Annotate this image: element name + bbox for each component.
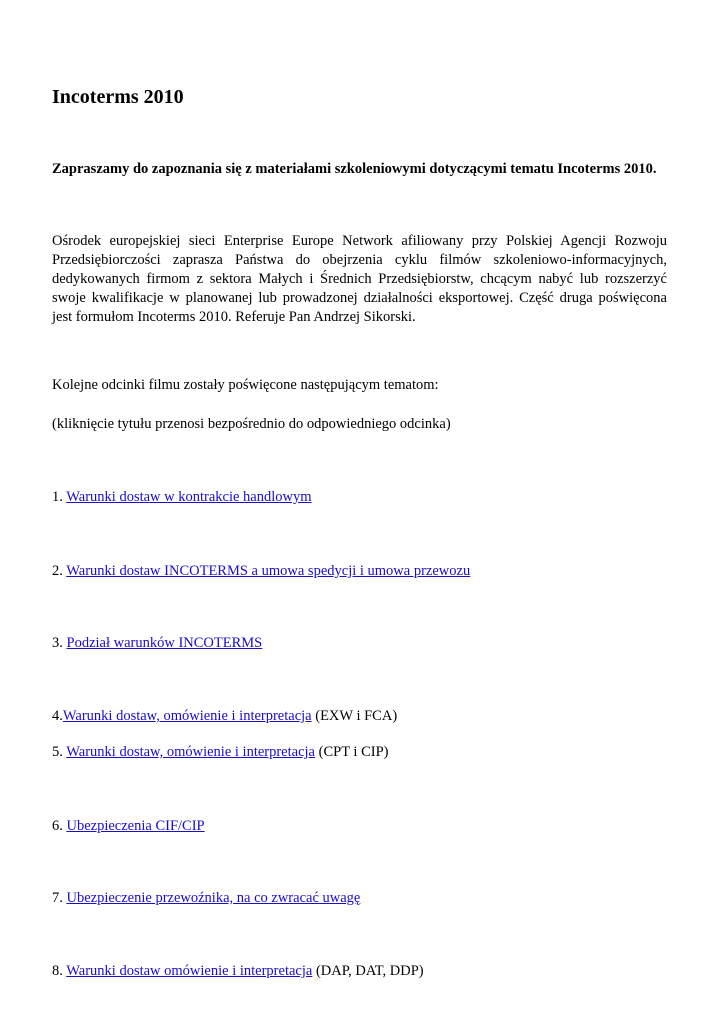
episode-item [52,489,312,506]
episode-item [52,818,205,835]
episode-link[interactable]: Warunki dostaw w kontrakcie handlowym [66,489,312,505]
episode-number: 7. [52,890,67,906]
episode-item [52,890,360,907]
page-title: Incoterms 2010 [52,86,184,108]
episode-link[interactable]: Warunki dostaw, omówienie i interpretacja [66,744,315,760]
episodes-heading: Kolejne odcinki filmu zostały poświęcone następującym tematom: [52,377,439,393]
episode-link[interactable]: Ubezpieczenia CIF/CIP [66,818,205,834]
episode-number: 2. [52,563,67,579]
episode-number: 5. [52,744,67,760]
episode-item [52,963,424,980]
episode-link[interactable]: Warunki dostaw INCOTERMS a umowa spedycji i umowa przewozu [66,563,471,579]
episode-link[interactable]: Warunki dostaw omówienie i interpretacja [66,963,313,979]
episode-number: 6. [52,818,67,834]
episode-number: 3. [52,635,67,651]
episode-number: 8. [52,963,67,979]
episode-link[interactable]: Podział warunków INCOTERMS [66,635,263,651]
intro-paragraph: Ośrodek europejskiej sieci Enterprise Europe Network afiliowany przy Polskiej Agencji Rozwoju Przedsiębiorczości zaprasza Państwa do obejrzenia cyklu filmów szkoleniowo-informacyjnych, dedykowanych firmom z sektora Małych i Średnich Przedsiębiorstw, chcącym nabyć lub rozszerzyć swoje kwalifikacje w planowanej lub prowadzonej działalności eksportowej. Część druga poświęcona jest formułom Incoterms 2010. Referuje Pan Andrzej Sikorski. [52,233,667,325]
episode-number: 4. [52,708,63,724]
episode-number: 1. [52,489,67,505]
episode-item [52,708,397,725]
episode-item [52,744,388,761]
episode-suffix: (EXW i FCA) [311,708,398,724]
episodes-note: (kliknięcie tytułu przenosi bezpośrednio do odpowiedniego odcinka) [52,416,451,432]
episode-suffix: (DAP, DAT, DDP) [312,963,424,979]
subtitle: Zapraszamy do zapoznania się z materiałami szkoleniowymi dotyczącymi tematu Incoterms 2010. [52,161,657,177]
episode-item [52,563,470,580]
episode-link[interactable]: Ubezpieczenie przewoźnika, na co zwracać uwagę [66,890,361,906]
episode-item [52,635,262,652]
episode-suffix: (CPT i CIP) [315,744,389,760]
episode-link[interactable]: Warunki dostaw, omówienie i interpretacja [62,708,312,724]
